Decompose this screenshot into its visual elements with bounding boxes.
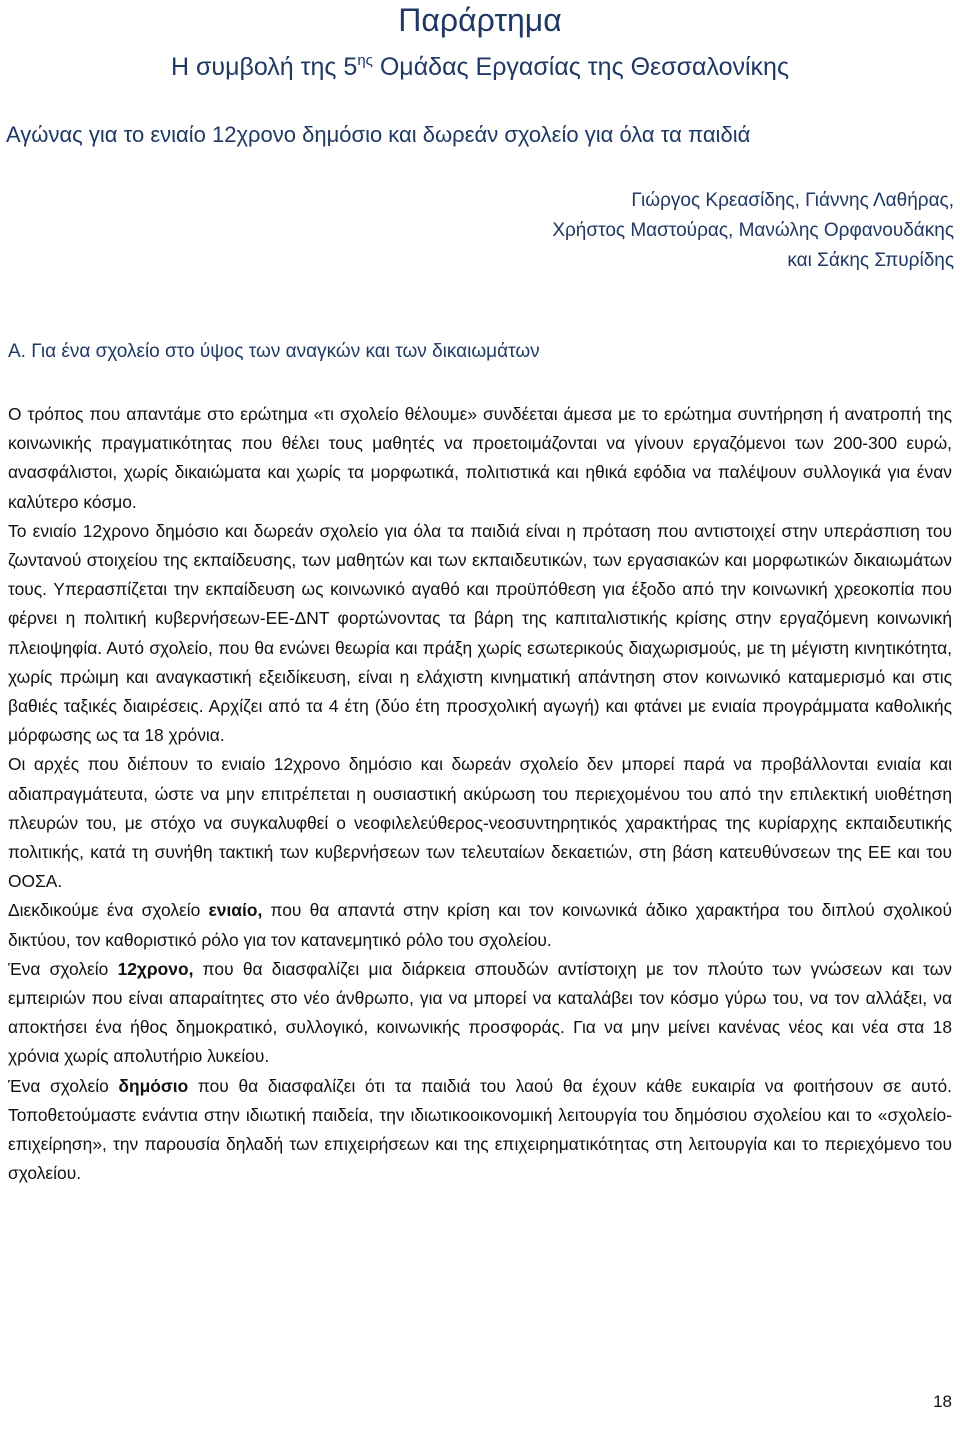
emphasis-text: δημόσιο: [118, 1075, 189, 1096]
paragraph: Το ενιαίο 12χρονο δημόσιο και δωρεάν σχολείο για όλα τα παιδιά είναι η πρόταση που αντιστοιχεί στην υπεράσπιση του ζωντανού στοιχείου της εκπαίδευσης, των μαθητών και των εκπαιδευτικών, των εργασιακών και μορφωτικών δικαιωμάτων τους. Υπερασπίζεται την εκπαίδευση ως κοινωνικό αγαθό και προϋπόθεση για έξοδο από την κοινωνική χρεοκοπία που φέρνει η πολιτική κυβερνήσεων-ΕΕ-ΔΝΤ φορτώνοντας τα βάρη της καπιταλιστικής κρίσης στην εργαζόμενη κοινωνική πλειοψηφία. Αυτό σχολείο, που θα ενώνει θεωρία και πράξη χωρίς εσωτερικούς διαχωρισμούς, με τη μέγιστη κινητικότητα, χωρίς πρώιμη και αναγκαστική εξειδίκευση, είναι η ελάχιστη κινηματική απάντηση στον κοινωνικό καταμερισμό και στις βαθιές ταξικές διαιρέσεις. Αρχίζει από τα 4 έτη (δύο έτη προσχολική αγωγή) και φτάνει με ενιαία προγράμματα καθολικής μόρφωσης ως τα 18 χρόνια.: [8, 520, 952, 746]
page-title: Παράρτημα: [398, 2, 562, 38]
paragraph: [8, 896, 952, 954]
article-heading: Αγώνας για το ενιαίο 12χρονο δημόσιο και δωρεάν σχολείο για όλα τα παιδιά: [6, 122, 751, 147]
author-list: [552, 186, 954, 276]
page-subtitle: [0, 46, 960, 82]
paragraph-text: που θα διασφαλίζει μια διάρκεια σπουδών αντίστοιχη με τον πλούτο των γνώσεων και των εμπειριών που είναι απαραίτητες στο νέο άνθρωπο, για να μπορεί να καταλάβει τον κόσμο γύρω του, να τον αλλάξει, να αποκτήσει ένα ήθος δημοκρατικό, συλλογικό, κοινωνικής προσφοράς. Για να μην μείνει κανένας νέος και νέα στα 18 χρόνια χωρίς απολυτήριο λυκείου.: [8, 958, 952, 1067]
paragraph-text: Ένα σχολείο: [8, 958, 118, 979]
subtitle-text-start: Η συμβολή της 5: [170, 53, 358, 81]
paragraph: Ο τρόπος που απαντάμε στο ερώτημα «τι σχολείο θέλουμε» συνδέεται άμεσα με το ερώτημα συντήρηση ή ανατροπή της κοινωνικής πραγματικότητας που θέλει τους μαθητές να προετοιμάζονται να γίνουν εργαζόμενοι των 200-300 ευρώ, ανασφάλιστοι, χωρίς δικαιώματα και χωρίς τα μορφωτικά, πολιτιστικά και ηθικά εφόδια να παλέψουν συλλογικά για έναν καλύτερο κόσμο.: [8, 404, 952, 512]
author-line: Γιώργος Κρεασίδης, Γιάννης Λαθήρας,: [631, 190, 954, 211]
emphasis-text: ενιαίο,: [208, 900, 263, 921]
subtitle-ordinal-suffix: ης: [357, 52, 373, 69]
section-title: Α. Για ένα σχολείο στο ύψος των αναγκών και των δικαιωμάτων: [8, 341, 540, 362]
paragraph: [8, 955, 952, 1072]
paragraph-text: που θα διασφαλίζει ότι τα παιδιά του λαού θα έχουν κάθε ευκαιρία να φοιτήσουν σε αυτό. Τοποθετούμαστε ενάντια στην ιδιωτική παιδεία, την ιδιωτικοοικονομική λειτουργία του δημόσιου σχολείου και το «σχολείο-επιχείρηση», την παρουσία δηλαδή των επιχειρήσεων και της επιχειρηματικότητας στη λειτουργία και το περιεχόμενο του σχολείου.: [8, 1075, 952, 1184]
paragraph-text: Ένα σχολείο: [8, 1075, 119, 1096]
author-line: και Σάκης Σπυρίδης: [787, 250, 954, 271]
paragraph: [8, 1072, 952, 1189]
page-number: 18: [933, 1392, 952, 1411]
body-text: [8, 400, 952, 1188]
paragraph-text: που θα απαντά στην κρίση και τον κοινωνικά άδικο χαρακτήρα του διπλού σχολικού δικτύου, τον καθοριστικό ρόλο για τον κατανεμητικό ρόλο του σχολείου.: [8, 900, 952, 950]
paragraph: Οι αρχές που διέπουν το ενιαίο 12χρονο δημόσιο και δωρεάν σχολείο δεν μπορεί παρά να προβάλλονται ενιαία και αδιαπραγμάτευτα, ώστε να μην επιτρέπεται η ουσιαστική ακύρωση του περιεχομένου του από την επιλεκτική υιοθέτηση πλευρών του, με στόχο να συγκαλυφθεί ο νεοφιλελεύθερος-νεοσυντηρητικός χαρακτήρας της κυρίαρχης εκπαιδευτικής πολιτικής, κατά τη συνήθη τακτική των κυβερνήσεων των τελευταίων δεκαετιών, στη βάση κατευθύνσεων της ΕΕ και του ΟΟΣΑ.: [8, 754, 952, 892]
paragraph-text: Διεκδικούμε ένα σχολείο: [8, 900, 209, 921]
subtitle-text-end: Ομάδας Εργασίας της Θεσσαλονίκης: [372, 53, 790, 81]
author-line: Χρήστος Μαστούρας, Μανώλης Ορφανουδάκης: [552, 220, 954, 241]
emphasis-text: 12χρονο,: [117, 958, 194, 979]
